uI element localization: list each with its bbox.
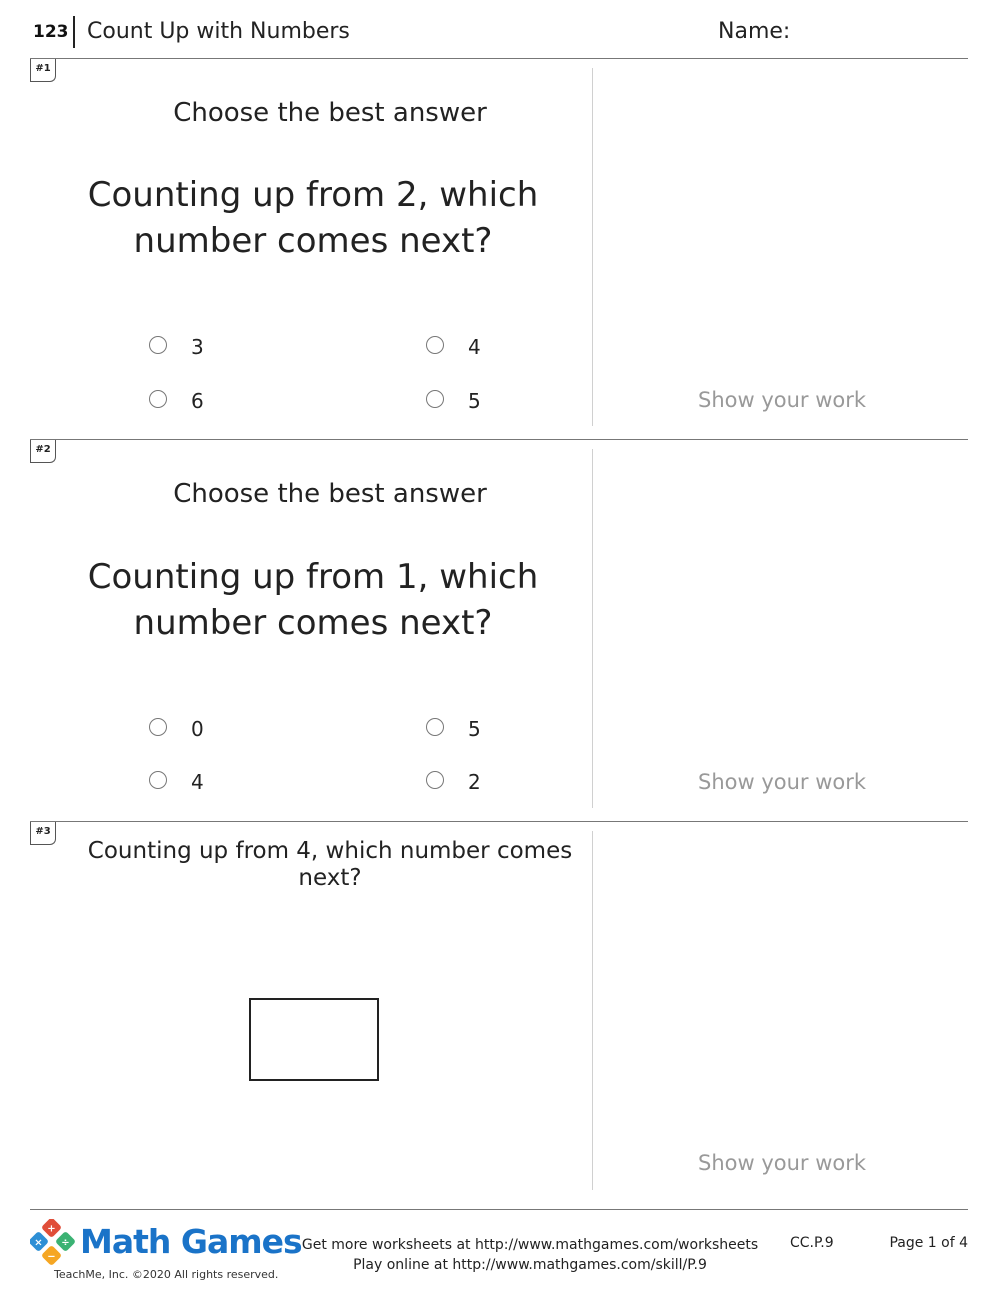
mathgames-logo-icon xyxy=(30,1219,76,1265)
answer-option-label: 5 xyxy=(468,717,481,741)
answer-radio[interactable] xyxy=(426,336,444,354)
worksheets-link[interactable]: Get more worksheets at http://www.mathgames.com/worksheets xyxy=(301,1237,759,1253)
worksheet-logo: 123 xyxy=(33,22,69,42)
work-area-divider xyxy=(592,68,593,426)
question-number-badge: #3 xyxy=(30,822,56,845)
answer-radio[interactable] xyxy=(149,336,167,354)
answer-radio[interactable] xyxy=(426,390,444,408)
question-number-badge: #2 xyxy=(30,440,56,463)
svg-text:×: × xyxy=(34,1237,43,1249)
brand-name: Math Games xyxy=(80,1222,302,1261)
work-area-divider xyxy=(592,449,593,808)
answer-option-label: 6 xyxy=(191,389,204,413)
svg-text:÷: ÷ xyxy=(61,1237,70,1249)
answer-radio[interactable] xyxy=(426,718,444,736)
show-work-label: Show your work xyxy=(698,770,867,794)
answer-radio[interactable] xyxy=(149,718,167,736)
page-indicator: Page 1 of 4 xyxy=(889,1235,968,1251)
answer-radio[interactable] xyxy=(149,771,167,789)
question-text-line: Counting up from 2, which xyxy=(87,175,539,215)
show-work-label: Show your work xyxy=(698,1151,867,1175)
question-text xyxy=(30,554,596,646)
footer-rule xyxy=(30,1209,968,1210)
header-rule xyxy=(30,58,968,59)
question-instruction: Choose the best answer xyxy=(173,98,487,128)
question-text-line: Counting up from 1, which xyxy=(87,557,539,597)
answer-option-label: 3 xyxy=(191,335,204,359)
answer-input-box[interactable] xyxy=(249,998,379,1081)
page-title: Count Up with Numbers xyxy=(87,19,350,44)
answer-option-label: 5 xyxy=(468,389,481,413)
question-text-line: number comes next? xyxy=(133,221,493,261)
question-text xyxy=(30,838,630,892)
answer-radio[interactable] xyxy=(149,390,167,408)
footer-links xyxy=(300,1235,760,1275)
answer-radio[interactable] xyxy=(426,771,444,789)
show-work-label: Show your work xyxy=(698,388,867,412)
answer-option-label: 0 xyxy=(191,717,204,741)
question-separator xyxy=(30,821,968,822)
question-instruction: Choose the best answer xyxy=(173,479,487,509)
copyright-text: TeachMe, Inc. ©2020 All rights reserved. xyxy=(54,1268,279,1281)
name-label: Name: xyxy=(718,19,791,44)
header-divider xyxy=(73,16,75,48)
skill-code: CC.P.9 xyxy=(790,1235,834,1251)
question-text-line: number comes next? xyxy=(133,603,493,643)
svg-text:+: + xyxy=(47,1223,56,1235)
svg-text:−: − xyxy=(47,1251,56,1263)
question-text-line: next? xyxy=(298,865,362,891)
question-number-badge: #1 xyxy=(30,59,56,82)
work-area-divider xyxy=(592,831,593,1190)
answer-option-label: 4 xyxy=(191,770,204,794)
answer-option-label: 2 xyxy=(468,770,481,794)
question-separator xyxy=(30,439,968,440)
play-online-link[interactable]: Play online at http://www.mathgames.com/skill/P.9 xyxy=(353,1257,707,1273)
answer-option-label: 4 xyxy=(468,335,481,359)
question-text-line: Counting up from 4, which number comes xyxy=(87,838,573,864)
question-text xyxy=(30,172,596,264)
